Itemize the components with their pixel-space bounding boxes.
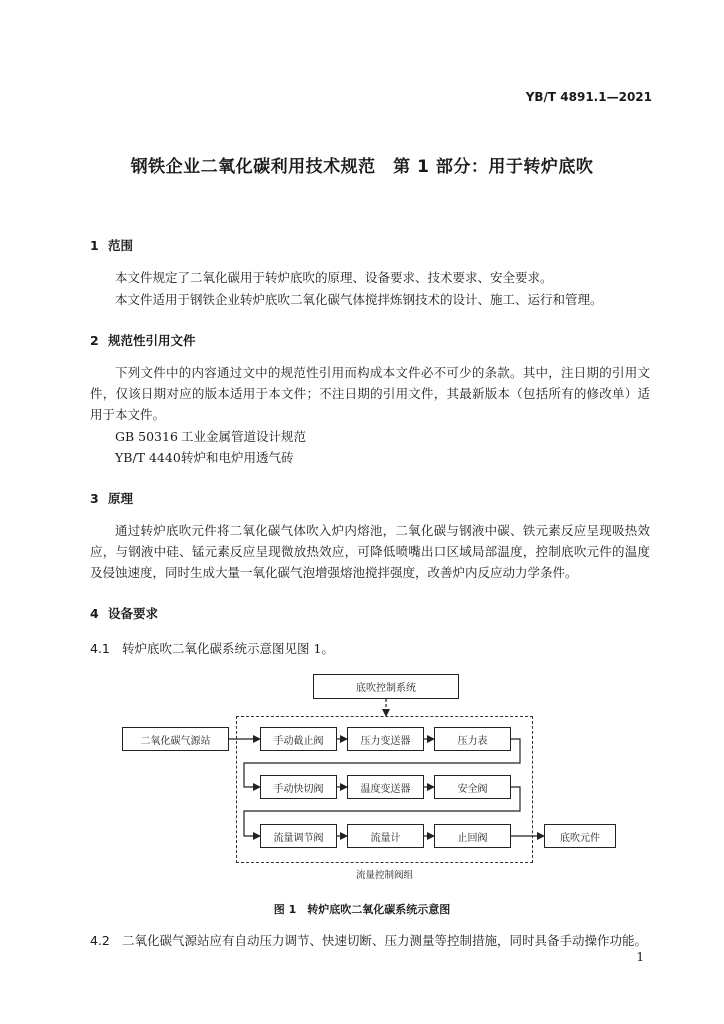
manual-quick-cut-valve-box: 手动快切阀 [260, 775, 337, 799]
section-title: 范围 [108, 238, 134, 253]
section-title: 原理 [108, 491, 134, 506]
document-id: YB/T 4891.1—2021 [525, 90, 652, 104]
scope-line-1: 本文件规定了二氧化碳用于转炉底吹的原理、设备要求、技术要求、安全要求。 [115, 270, 553, 285]
valve-group-label: 流量控制阀组 [356, 870, 414, 881]
document-title: 钢铁企业二氧化碳利用技术规范 第 1 部分：用于转炉底吹 [130, 157, 594, 177]
flow-meter-box: 流量计 [347, 824, 424, 848]
bottom-blowing-element-box: 底吹元件 [544, 824, 616, 848]
reference-name: 工业金属管道设计规范 [181, 429, 307, 444]
control-system-box: 底吹控制系统 [313, 674, 459, 699]
flow-regulating-valve-box: 流量调节阀 [260, 824, 337, 848]
pressure-gauge-box: 压力表 [434, 727, 511, 751]
temperature-transmitter-box: 温度变送器 [347, 775, 424, 799]
figure-caption: 图 1 转炉底吹二氧化碳系统示意图 [273, 903, 451, 916]
section-number: 3 [90, 491, 99, 506]
principle-paragraph: 通过转炉底吹元件将二氧化碳气体吹入炉内熔池，二氧化碳与钢液中碳、铁元素反应呈现吸热效应，与钢液中硅、锰元素反应呈现微放热效应，可降低喷嘴出口区域局部温度，控制底吹元件的温度及侵蚀速度，同时生成大量一氧化碳气泡增强熔池搅拌强度，改善炉内反应动力学条件。 [90, 523, 650, 580]
clause-text: 二氧化碳气源站应有自动压力调节、快速切断、压力测量等控制措施，同时具备手动操作功能。 [122, 933, 648, 948]
reference-code: YB/T 4440 [115, 450, 181, 465]
reference-name: 转炉和电炉用透气砖 [181, 450, 294, 465]
clause-number: 4.2 [90, 933, 110, 948]
check-valve-box: 止回阀 [434, 824, 511, 848]
reference-code: GB 50316 [115, 429, 178, 444]
safety-valve-box: 安全阀 [434, 775, 511, 799]
co2-source-station-box: 二氧化碳气源站 [122, 727, 229, 751]
section-title: 设备要求 [108, 606, 159, 621]
clause-number: 4.1 [90, 641, 110, 656]
section-number: 1 [90, 238, 99, 253]
section-number: 4 [90, 606, 99, 621]
clause-text: 转炉底吹二氧化碳系统示意图见图 1。 [122, 641, 334, 656]
section-title: 规范性引用文件 [108, 333, 196, 348]
manual-stop-valve-box: 手动截止阀 [260, 727, 337, 751]
pressure-transmitter-box: 压力变送器 [347, 727, 424, 751]
normative-references-paragraph: 下列文件中的内容通过文中的规范性引用而构成本文件必不可少的条款。其中，注日期的引用文件，仅该日期对应的版本适用于本文件；不注日期的引用文件，其最新版本（包括所有的修改单）适用于本文件。 [90, 365, 650, 422]
page-number: 1 [636, 950, 644, 964]
scope-line-2: 本文件适用于钢铁企业转炉底吹二氧化碳气体搅拌炼钢技术的设计、施工、运行和管理。 [115, 292, 603, 307]
section-number: 2 [90, 333, 99, 348]
clause-4-2 [90, 930, 647, 951]
